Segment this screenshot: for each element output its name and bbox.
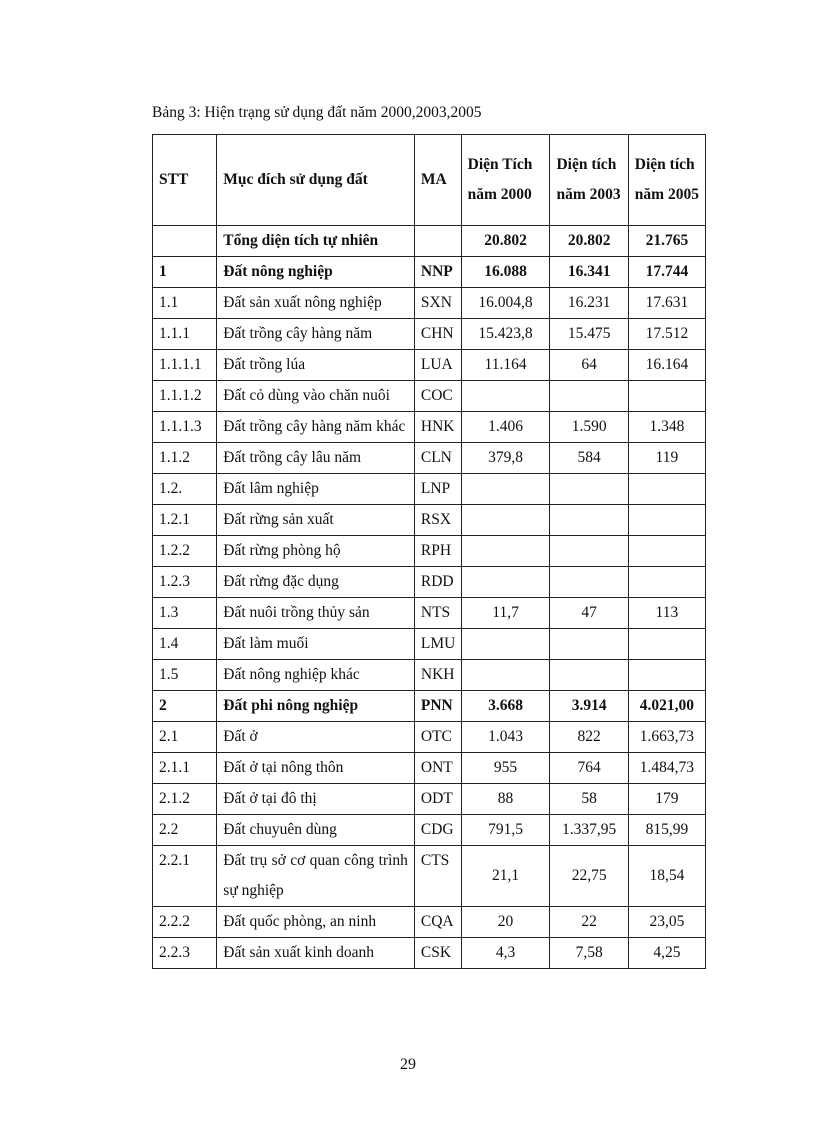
- cell-stt: 1.1.1: [153, 319, 217, 350]
- cell-y2005: 1.484,73: [628, 753, 705, 784]
- cell-name: Đất nuôi trồng thủy sản: [217, 598, 415, 629]
- cell-y2000: 1.406: [461, 412, 550, 443]
- table-row: [153, 536, 706, 567]
- table-row: [153, 907, 706, 938]
- cell-name: Đất nông nghiệp khác: [217, 660, 415, 691]
- cell-y2005: 113: [628, 598, 705, 629]
- cell-y2000: 955: [461, 753, 550, 784]
- cell-y2003: [550, 381, 628, 412]
- cell-y2003: [550, 536, 628, 567]
- cell-ma: ODT: [414, 784, 461, 815]
- table-row: [153, 938, 706, 969]
- cell-y2000: 16.004,8: [461, 288, 550, 319]
- table-row: [153, 660, 706, 691]
- cell-y2003: 15.475: [550, 319, 628, 350]
- cell-stt: 1.1: [153, 288, 217, 319]
- cell-name: Đất quốc phòng, an ninh: [217, 907, 415, 938]
- cell-ma: NNP: [414, 257, 461, 288]
- cell-name: Đất trồng cây hàng năm khác: [217, 412, 415, 443]
- cell-name: Đất rừng đặc dụng: [217, 567, 415, 598]
- cell-y2000: 20: [461, 907, 550, 938]
- cell-y2003: 58: [550, 784, 628, 815]
- cell-stt: 2: [153, 691, 217, 722]
- cell-y2005: 815,99: [628, 815, 705, 846]
- cell-y2003: 47: [550, 598, 628, 629]
- cell-y2000: [461, 629, 550, 660]
- cell-stt: 2.2: [153, 815, 217, 846]
- cell-name: Đất phi nông nghiệp: [217, 691, 415, 722]
- cell-y2005: 4.021,00: [628, 691, 705, 722]
- cell-stt: 1.1.1.1: [153, 350, 217, 381]
- cell-name: Đất ở tại đô thị: [217, 784, 415, 815]
- cell-ma: LNP: [414, 474, 461, 505]
- header-area-2003: Diện tích năm 2003: [550, 135, 628, 226]
- cell-y2003: 22: [550, 907, 628, 938]
- table-row: [153, 753, 706, 784]
- cell-y2003: 16.231: [550, 288, 628, 319]
- cell-name: Đất lâm nghiệp: [217, 474, 415, 505]
- header-name: Mục đích sử dụng đất: [217, 135, 415, 226]
- cell-ma: COC: [414, 381, 461, 412]
- cell-ma: NKH: [414, 660, 461, 691]
- cell-name: Đất trồng cây lâu năm: [217, 443, 415, 474]
- cell-ma: ONT: [414, 753, 461, 784]
- table-row: [153, 846, 706, 907]
- cell-y2003: 822: [550, 722, 628, 753]
- cell-y2000: [461, 536, 550, 567]
- table-row: [153, 319, 706, 350]
- cell-name: Đất rừng sản xuất: [217, 505, 415, 536]
- land-use-table: [152, 134, 706, 969]
- table-row: [153, 815, 706, 846]
- cell-y2003: 16.341: [550, 257, 628, 288]
- cell-ma: [414, 226, 461, 257]
- cell-y2005: 18,54: [628, 846, 705, 907]
- cell-y2000: 16.088: [461, 257, 550, 288]
- cell-stt: 2.1.2: [153, 784, 217, 815]
- page-number: 29: [400, 1056, 416, 1073]
- table-row: [153, 784, 706, 815]
- cell-y2003: 1.337,95: [550, 815, 628, 846]
- cell-y2005: [628, 474, 705, 505]
- cell-name: Đất chuyuên dùng: [217, 815, 415, 846]
- cell-y2005: [628, 381, 705, 412]
- cell-y2000: 1.043: [461, 722, 550, 753]
- cell-y2005: 16.164: [628, 350, 705, 381]
- cell-stt: 2.1: [153, 722, 217, 753]
- cell-y2003: 764: [550, 753, 628, 784]
- cell-y2005: 17.744: [628, 257, 705, 288]
- cell-ma: RDD: [414, 567, 461, 598]
- cell-y2005: 119: [628, 443, 705, 474]
- table-header-row: [153, 135, 706, 226]
- cell-stt: 2.2.3: [153, 938, 217, 969]
- cell-name: Đất sản xuất nông nghiệp: [217, 288, 415, 319]
- table-row: [153, 691, 706, 722]
- cell-ma: SXN: [414, 288, 461, 319]
- cell-stt: 1.2.: [153, 474, 217, 505]
- cell-stt: [153, 226, 217, 257]
- cell-y2000: [461, 505, 550, 536]
- table-row: [153, 381, 706, 412]
- cell-y2003: 22,75: [550, 846, 628, 907]
- cell-stt: 1.2.1: [153, 505, 217, 536]
- cell-y2000: [461, 474, 550, 505]
- cell-y2000: 20.802: [461, 226, 550, 257]
- cell-y2003: [550, 629, 628, 660]
- cell-ma: CTS: [414, 846, 461, 907]
- cell-y2005: 179: [628, 784, 705, 815]
- cell-name: Đất nông nghiệp: [217, 257, 415, 288]
- cell-name: Đất rừng phòng hộ: [217, 536, 415, 567]
- table-row: [153, 350, 706, 381]
- cell-ma: LMU: [414, 629, 461, 660]
- cell-y2003: [550, 474, 628, 505]
- cell-stt: 1.5: [153, 660, 217, 691]
- cell-stt: 1.4: [153, 629, 217, 660]
- cell-y2005: 17.631: [628, 288, 705, 319]
- cell-stt: 1.1.2: [153, 443, 217, 474]
- cell-ma: CHN: [414, 319, 461, 350]
- cell-y2003: [550, 660, 628, 691]
- table-row: [153, 722, 706, 753]
- cell-name: Đất ở: [217, 722, 415, 753]
- cell-ma: LUA: [414, 350, 461, 381]
- cell-stt: 1.1.1.2: [153, 381, 217, 412]
- cell-y2000: [461, 660, 550, 691]
- cell-ma: CQA: [414, 907, 461, 938]
- table-row: [153, 226, 706, 257]
- cell-name: Đất ở tại nông thôn: [217, 753, 415, 784]
- cell-y2000: 11.164: [461, 350, 550, 381]
- cell-y2003: 3.914: [550, 691, 628, 722]
- cell-y2005: 23,05: [628, 907, 705, 938]
- cell-y2000: [461, 567, 550, 598]
- cell-stt: 1.1.1.3: [153, 412, 217, 443]
- cell-name: Đất trồng lúa: [217, 350, 415, 381]
- cell-y2000: 11,7: [461, 598, 550, 629]
- cell-name: Đất làm muối: [217, 629, 415, 660]
- cell-stt: 1.2.2: [153, 536, 217, 567]
- cell-y2003: 584: [550, 443, 628, 474]
- cell-y2000: 21,1: [461, 846, 550, 907]
- cell-y2003: 1.590: [550, 412, 628, 443]
- cell-name: Đất trụ sở cơ quan công trình sự nghiệp: [217, 846, 415, 907]
- cell-ma: CDG: [414, 815, 461, 846]
- cell-y2005: [628, 536, 705, 567]
- cell-y2000: 88: [461, 784, 550, 815]
- table-row: [153, 288, 706, 319]
- cell-ma: OTC: [414, 722, 461, 753]
- cell-ma: CLN: [414, 443, 461, 474]
- cell-stt: 1: [153, 257, 217, 288]
- cell-y2003: [550, 505, 628, 536]
- table-caption: Bảng 3: Hiện trạng sử dụng đất năm 2000,2003,2005: [152, 104, 482, 121]
- cell-y2005: [628, 505, 705, 536]
- cell-ma: PNN: [414, 691, 461, 722]
- cell-y2003: 64: [550, 350, 628, 381]
- header-stt: STT: [153, 135, 217, 226]
- cell-name: Tổng diện tích tự nhiên: [217, 226, 415, 257]
- cell-y2005: 17.512: [628, 319, 705, 350]
- cell-y2005: 1.348: [628, 412, 705, 443]
- cell-y2000: 791,5: [461, 815, 550, 846]
- cell-ma: RSX: [414, 505, 461, 536]
- table-row: [153, 474, 706, 505]
- cell-stt: 2.2.1: [153, 846, 217, 907]
- cell-y2005: 21.765: [628, 226, 705, 257]
- cell-name: Đất cỏ dùng vào chăn nuôi: [217, 381, 415, 412]
- cell-y2005: 4,25: [628, 938, 705, 969]
- table-row: [153, 412, 706, 443]
- cell-y2005: [628, 567, 705, 598]
- cell-y2000: 379,8: [461, 443, 550, 474]
- cell-ma: CSK: [414, 938, 461, 969]
- cell-y2000: 3.668: [461, 691, 550, 722]
- table-row: [153, 505, 706, 536]
- cell-stt: 1.3: [153, 598, 217, 629]
- cell-name: Đất trồng cây hàng năm: [217, 319, 415, 350]
- cell-y2005: [628, 629, 705, 660]
- cell-stt: 2.1.1: [153, 753, 217, 784]
- cell-stt: 1.2.3: [153, 567, 217, 598]
- cell-y2000: [461, 381, 550, 412]
- cell-ma: RPH: [414, 536, 461, 567]
- table-row: [153, 629, 706, 660]
- header-area-2005: Diện tích năm 2005: [628, 135, 705, 226]
- cell-stt: 2.2.2: [153, 907, 217, 938]
- cell-y2003: 7,58: [550, 938, 628, 969]
- cell-name: Đất sản xuất kinh doanh: [217, 938, 415, 969]
- cell-y2005: [628, 660, 705, 691]
- table-row: [153, 257, 706, 288]
- header-area-2000: Diện Tích năm 2000: [461, 135, 550, 226]
- cell-y2000: 4,3: [461, 938, 550, 969]
- cell-y2003: [550, 567, 628, 598]
- table-row: [153, 598, 706, 629]
- header-ma: MA: [414, 135, 461, 226]
- cell-y2000: 15.423,8: [461, 319, 550, 350]
- table-row: [153, 567, 706, 598]
- cell-ma: HNK: [414, 412, 461, 443]
- table-row: [153, 443, 706, 474]
- cell-y2005: 1.663,73: [628, 722, 705, 753]
- cell-y2003: 20.802: [550, 226, 628, 257]
- cell-ma: NTS: [414, 598, 461, 629]
